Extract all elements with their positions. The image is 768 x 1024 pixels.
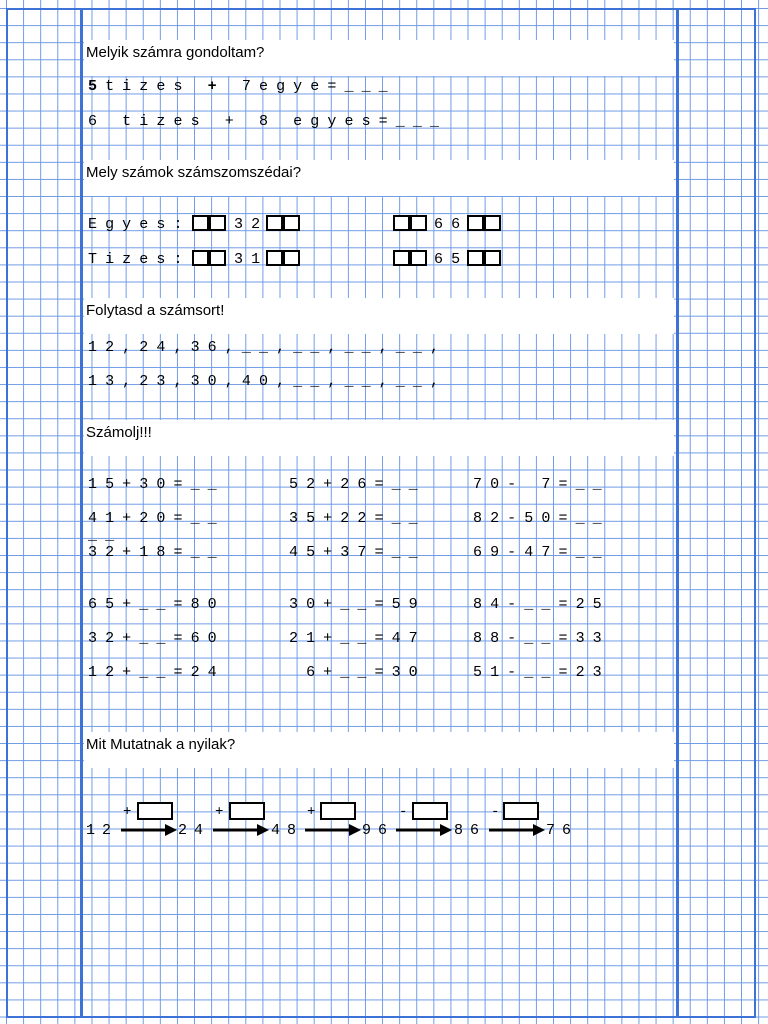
arrow-answer-box[interactable]: [412, 802, 448, 820]
heading-s5: Mit Mutatnak a nyilak?: [86, 736, 236, 753]
arrow-number: 12: [86, 822, 119, 839]
right-margin-line: [676, 8, 679, 1018]
arrow-op: -: [491, 804, 500, 820]
answer-box[interactable]: [410, 215, 427, 231]
answer-box[interactable]: [393, 250, 410, 266]
answer-box[interactable]: [467, 250, 484, 266]
arrow-right-icon: [213, 823, 269, 837]
answer-box[interactable]: [266, 215, 283, 231]
heading-bar: [84, 420, 674, 456]
answer-box[interactable]: [283, 250, 300, 266]
arrow-op: +: [307, 804, 316, 820]
answer-box[interactable]: [393, 215, 410, 231]
answer-box[interactable]: [209, 215, 226, 231]
answer-box[interactable]: [484, 215, 501, 231]
heading-s2: Mely számok számszomszédai?: [86, 164, 302, 181]
arrow-answer-box[interactable]: [229, 802, 265, 820]
arrow-number: 86: [454, 822, 487, 839]
answer-box[interactable]: [192, 215, 209, 231]
left-margin-line: [80, 8, 83, 1018]
answer-box[interactable]: [484, 250, 501, 266]
arrow-right-icon: [396, 823, 452, 837]
arrow-number: 48: [271, 822, 304, 839]
arrow-op: +: [123, 804, 132, 820]
arrow-answer-box[interactable]: [320, 802, 356, 820]
arrow-answer-box[interactable]: [137, 802, 173, 820]
arrow-answer-box[interactable]: [503, 802, 539, 820]
heading-s3: Folytasd a számsort!: [86, 302, 225, 319]
arrow-right-icon: [489, 823, 545, 837]
arrow-number: 96: [362, 822, 395, 839]
answer-box[interactable]: [266, 250, 283, 266]
heading-s4: Számolj!!!: [86, 424, 152, 441]
arrow-op: -: [399, 804, 408, 820]
arrow-right-icon: [305, 823, 361, 837]
arrow-number: 76: [546, 822, 579, 839]
arrow-number: 24: [178, 822, 211, 839]
arrow-op: +: [215, 804, 224, 820]
answer-box[interactable]: [467, 215, 484, 231]
heading-s1: Melyik számra gondoltam?: [86, 44, 265, 61]
answer-box[interactable]: [192, 250, 209, 266]
answer-box[interactable]: [410, 250, 427, 266]
answer-box[interactable]: [209, 250, 226, 266]
arrow-right-icon: [121, 823, 177, 837]
answer-box[interactable]: [283, 215, 300, 231]
